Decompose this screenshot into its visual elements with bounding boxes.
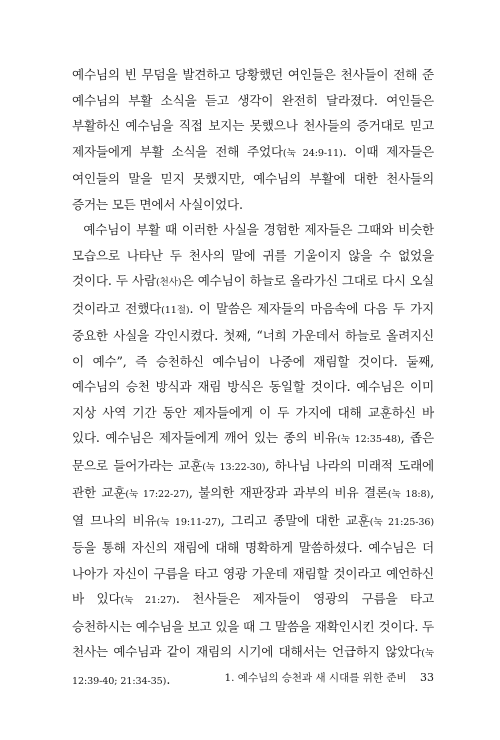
body-text: 예수님의 빈 무덤을 발견하고 당황했던 여인들은 천사들이 전해 준 예수님의 부활 소식을 듣고 생각이 완전히 달라졌다. 여인들은 부활하신 예수님을 직접 보지는 못했으나 천사들의 증거대로 믿고 제자들에게 부활 소식을 전해 주었다 [72, 67, 434, 159]
body-text: , 불의한 재판장과 과부의 비유 결론 [188, 485, 388, 500]
body-text: . [166, 671, 171, 687]
bible-reference: (눅 21:27) [120, 595, 176, 606]
bible-reference: (천사) [155, 277, 182, 288]
bible-reference: (11절) [161, 304, 190, 316]
bible-reference: (눅 12:39-40; 21:34-35) [72, 648, 434, 687]
paragraph-1 [72, 62, 434, 217]
bible-reference: (눅 13:22-30) [202, 461, 266, 473]
body-text: , 좁은 문으로 들어가라는 교훈 [72, 430, 435, 473]
page-footer [0, 670, 434, 685]
bible-reference: (눅 18:8) [387, 489, 431, 500]
body-text: , 그리고 종말에 대한 교훈 [220, 512, 370, 528]
page-number: 33 [420, 671, 434, 684]
bible-reference: (눅 19:11-27) [156, 516, 221, 528]
body-text: 은 예수님이 하늘로 올라가신 그대로 다시 오실 것이라고 전했다 [72, 273, 434, 316]
body-text: 등을 통해 자신의 재림에 대해 명확하게 말씀하셨다. 예수님은 더 나아가 자신이 구름을 타고 영광 가운데 재림할 것이라고 예언하신 바 있다 [72, 540, 434, 606]
bible-reference: (눅 21:25-36) [369, 516, 434, 528]
body-text: , 하나님 나라의 미래적 도래에 관한 교훈 [72, 457, 435, 500]
bible-reference: (눅 12:35-48) [337, 434, 401, 445]
bible-reference: (눅 17:22-27) [125, 489, 189, 500]
body-text: . 이때 제자들은 여인들의 말을 믿지 못했지만, 예수님의 부활에 대한 천사들의 증거는 모든 면에서 사실이었다. [72, 143, 435, 212]
body-text: . 천사들은 제자들이 영광의 구름을 타고 승천하시는 예수님을 보고 있을 때 그 말씀을 재확인시킨 것이다. 두 천사는 예수님과 같이 재림의 시기에 대해서는 언급하지 않았다 [72, 591, 434, 659]
running-head: 1. 예수님의 승천과 새 시대를 위한 준비 [224, 672, 407, 684]
body-text: . 이 말씀은 제자들의 마음속에 다음 두 가지 중요한 사실을 각인시켰다. 첫째, “너희 가운데서 하늘로 올려지신 이 예수”, 즉 승천하신 예수님이 나중에 재림할 것이다. 둘째, 예수님의 승천 방식과 재림 방식은 동일할 것이다. 예수님은 이미 지상 사역 기간 동안 제자들에게 이 두 가지에 대해 교훈하신 바 있다. 예수님은 제자들에게 깨어 있는 종의 비유 [72, 300, 434, 445]
body-text: , 열 므나의 비유 [72, 485, 435, 528]
body-text: 예수님이 부활 때 이러한 사실을 경험한 제자들은 그때와 비슷한 모습으로 나타난 두 천사의 말에 귀를 기울이지 않을 수 없었을 것이다. 두 사람 [72, 222, 434, 288]
bible-reference: (눅 24:9-11) [282, 147, 343, 159]
paragraph-2 [72, 217, 434, 694]
page-body [72, 62, 434, 694]
